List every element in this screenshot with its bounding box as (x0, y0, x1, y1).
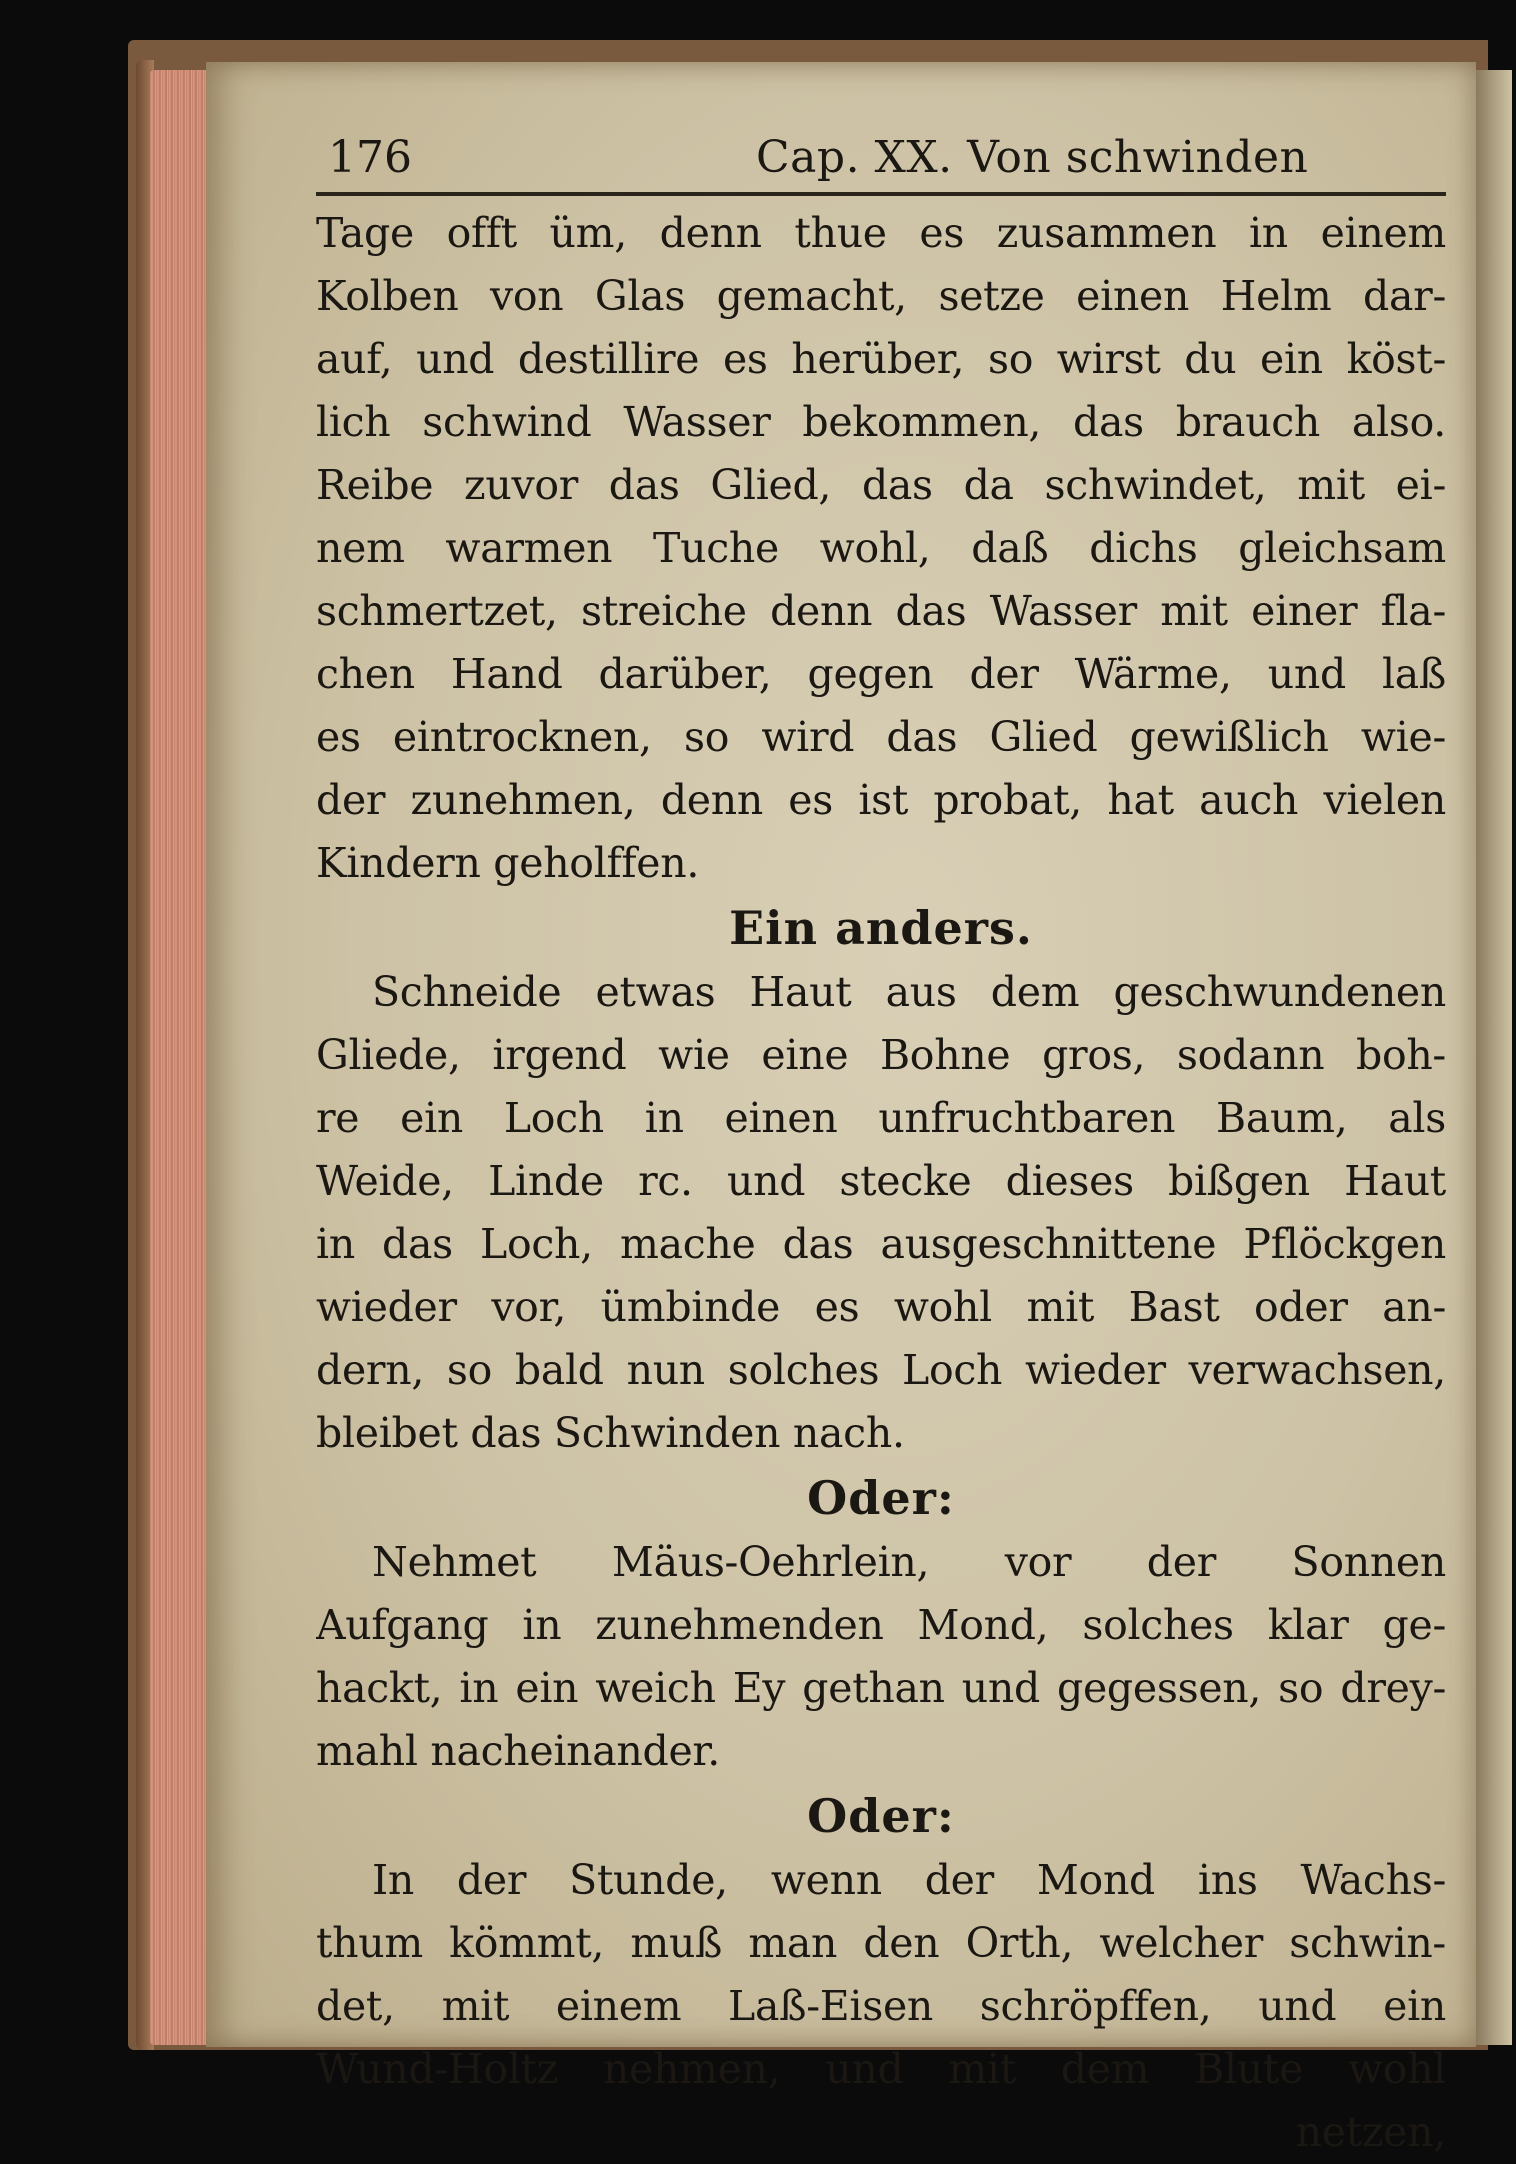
text-line: Schneide etwas Haut aus dem geschwundenen (372, 968, 1446, 1016)
text-line: in das Loch, mache das ausgeschnittene Pflöckgen (316, 1220, 1446, 1268)
page-number: 176 (328, 132, 412, 183)
text-line: Gliede, irgend wie eine Bohne gros, sodann boh- (316, 1031, 1446, 1079)
section-heading: Oder: (807, 1471, 955, 1525)
paragraph-1 (316, 202, 1446, 895)
text-line: der zunehmen, denn es ist probat, hat auch vielen (316, 776, 1446, 824)
text-line: re ein Loch in einen unfruchtbaren Baum, als (316, 1094, 1446, 1142)
text-line: Kolben von Glas gemacht, setze einen Helm dar- (316, 272, 1446, 320)
paragraph-4 (316, 1849, 1446, 2164)
page-edges (150, 70, 210, 2045)
text-line: thum kömmt, muß man den Orth, welcher schwin- (316, 1919, 1446, 1967)
text-body (316, 202, 1446, 2164)
text-line: dern, so bald nun solches Loch wieder verwachsen, (316, 1346, 1446, 1394)
text-line: bleibet das Schwinden nach. (316, 1409, 905, 1457)
text-line: Weide, Linde rc. und stecke dieses bißgen Haut (316, 1157, 1446, 1205)
page-content (316, 118, 1446, 2164)
paragraph-3 (316, 1531, 1446, 1783)
text-line: wieder vor, ümbinde es wohl mit Bast oder an- (316, 1283, 1446, 1331)
running-header (316, 118, 1446, 196)
text-line: det, mit einem Laß-Eisen schröpffen, und ein (316, 1982, 1446, 2030)
text-line: Wund-Holtz nehmen, und mit dem Blute wohl (316, 2045, 1446, 2093)
text-line: Kindern geholffen. (316, 839, 700, 887)
text-line: In der Stunde, wenn der Mond ins Wachs- (372, 1856, 1446, 1904)
text-line: auf, und destillire es herüber, so wirst du ein köst- (316, 335, 1446, 383)
paragraph-2 (316, 961, 1446, 1465)
section-heading: Ein anders. (729, 901, 1033, 955)
section-heading: Oder: (807, 1789, 955, 1843)
text-line: chen Hand darüber, gegen der Wärme, und laß (316, 650, 1446, 698)
text-line: schmertzet, streiche denn das Wasser mit einer fla- (316, 587, 1446, 635)
text-line: hackt, in ein weich Ey gethan und gegessen, so drey- (316, 1664, 1446, 1712)
text-line: Nehmet Mäus-Oehrlein, vor der Sonnen (372, 1538, 1446, 1586)
text-line: Aufgang in zunehmenden Mond, solches klar ge- (316, 1601, 1446, 1649)
text-line: mahl nacheinander. (316, 1727, 720, 1775)
catchword: netzen, (1295, 2108, 1446, 2156)
running-title: Cap. XX. Von schwinden (756, 132, 1309, 183)
facing-page-edge (1476, 70, 1512, 2045)
text-line: es eintrocknen, so wird das Glied gewißlich wie- (316, 713, 1446, 761)
text-line: lich schwind Wasser bekommen, das brauch also. (316, 398, 1446, 446)
text-line: Reibe zuvor das Glied, das da schwindet, mit ei- (316, 461, 1446, 509)
text-line: Tage offt üm, denn thue es zusammen in einem (316, 209, 1446, 257)
text-line: nem warmen Tuche wohl, daß dichs gleichsam (316, 524, 1446, 572)
